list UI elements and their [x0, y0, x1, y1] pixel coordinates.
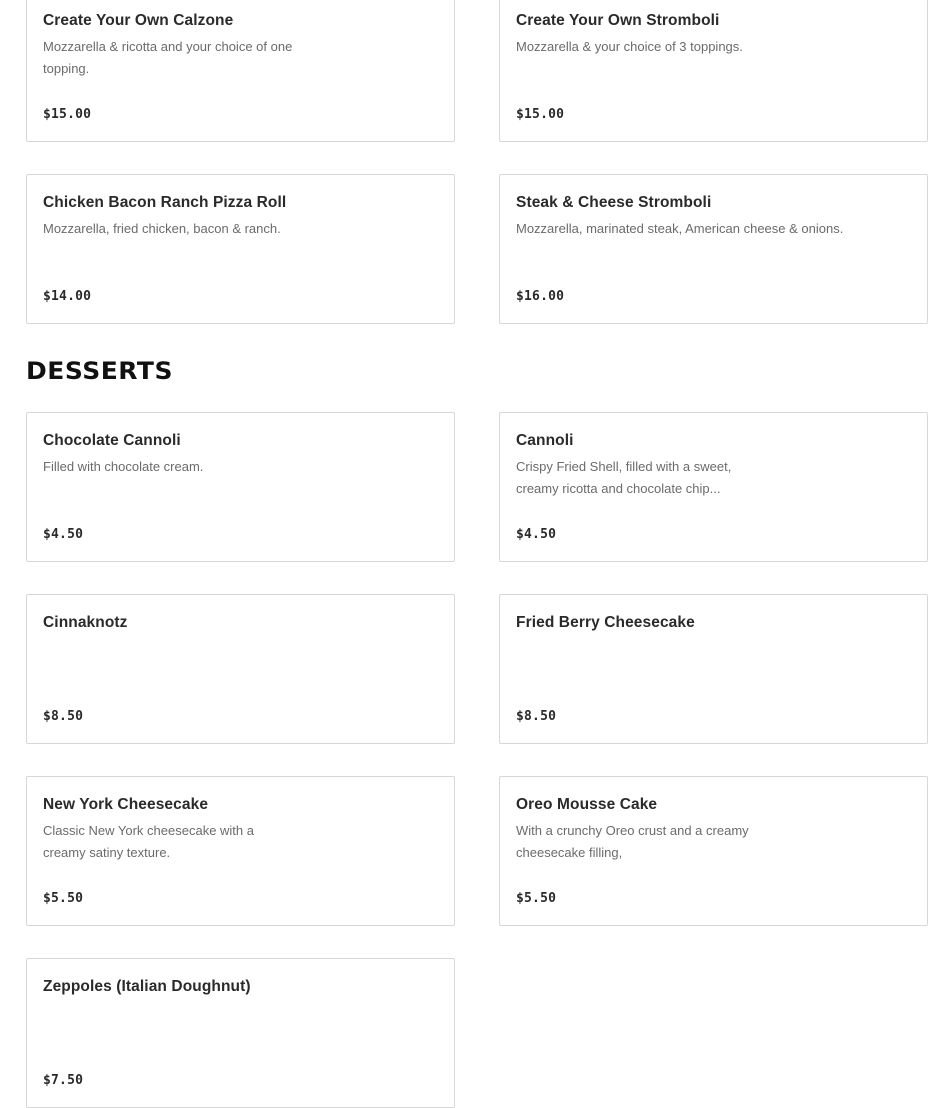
item-name: Create Your Own Stromboli [516, 12, 720, 29]
menu-item-card[interactable] [499, 594, 928, 744]
item-description: With a crunchy Oreo crust and a creamy cheesecake filling, [516, 823, 749, 860]
menu-item-card[interactable] [26, 594, 455, 744]
menu-item-card[interactable] [26, 0, 455, 142]
menu-item-card[interactable] [26, 958, 455, 1108]
section-title-desserts: DESSERTS [26, 357, 173, 385]
item-price: $5.50 [43, 891, 84, 906]
item-description: Mozzarella, fried chicken, bacon & ranch. [43, 221, 281, 236]
menu-item-card[interactable] [26, 412, 455, 562]
menu-item-card[interactable] [499, 776, 928, 926]
menu-item-card[interactable] [499, 0, 928, 142]
menu-section-top [26, 0, 928, 324]
item-price: $4.50 [516, 527, 557, 542]
menu-item-card[interactable] [499, 412, 928, 562]
menu-section-desserts [26, 412, 928, 1108]
item-name: New York Cheesecake [43, 796, 209, 813]
item-name: Steak & Cheese Stromboli [516, 194, 712, 211]
item-description: Mozzarella & your choice of 3 toppings. [516, 39, 743, 54]
item-description: Filled with chocolate cream. [43, 459, 204, 474]
menu-grid [26, 0, 928, 324]
item-name: Zeppoles (Italian Doughnut) [43, 978, 251, 995]
item-price: $14.00 [43, 289, 92, 304]
item-description: Mozzarella, marinated steak, American cheese & onions. [516, 221, 844, 236]
item-name: Create Your Own Calzone [43, 12, 234, 29]
item-name: Cannoli [516, 432, 574, 449]
item-price: $16.00 [516, 289, 565, 304]
item-price: $15.00 [516, 107, 565, 122]
item-description: Mozzarella & ricotta and your choice of one topping. [43, 39, 293, 76]
item-price: $8.50 [516, 709, 557, 724]
menu-item-card[interactable] [26, 776, 455, 926]
menu-item-card[interactable] [499, 174, 928, 324]
item-price: $15.00 [43, 107, 92, 122]
item-price: $7.50 [43, 1073, 84, 1088]
item-name: Chicken Bacon Ranch Pizza Roll [43, 194, 287, 211]
item-name: Oreo Mousse Cake [516, 796, 658, 813]
item-description: Crispy Fried Shell, filled with a sweet, creamy ricotta and chocolate chip... [516, 459, 732, 496]
item-price: $8.50 [43, 709, 84, 724]
item-price: $5.50 [516, 891, 557, 906]
menu-grid [26, 412, 928, 1108]
item-name: Cinnaknotz [43, 614, 128, 631]
item-name: Fried Berry Cheesecake [516, 614, 695, 631]
item-price: $4.50 [43, 527, 84, 542]
item-description: Classic New York cheesecake with a creamy satiny texture. [43, 823, 254, 860]
menu-item-card[interactable] [26, 174, 455, 324]
item-name: Chocolate Cannoli [43, 432, 181, 449]
